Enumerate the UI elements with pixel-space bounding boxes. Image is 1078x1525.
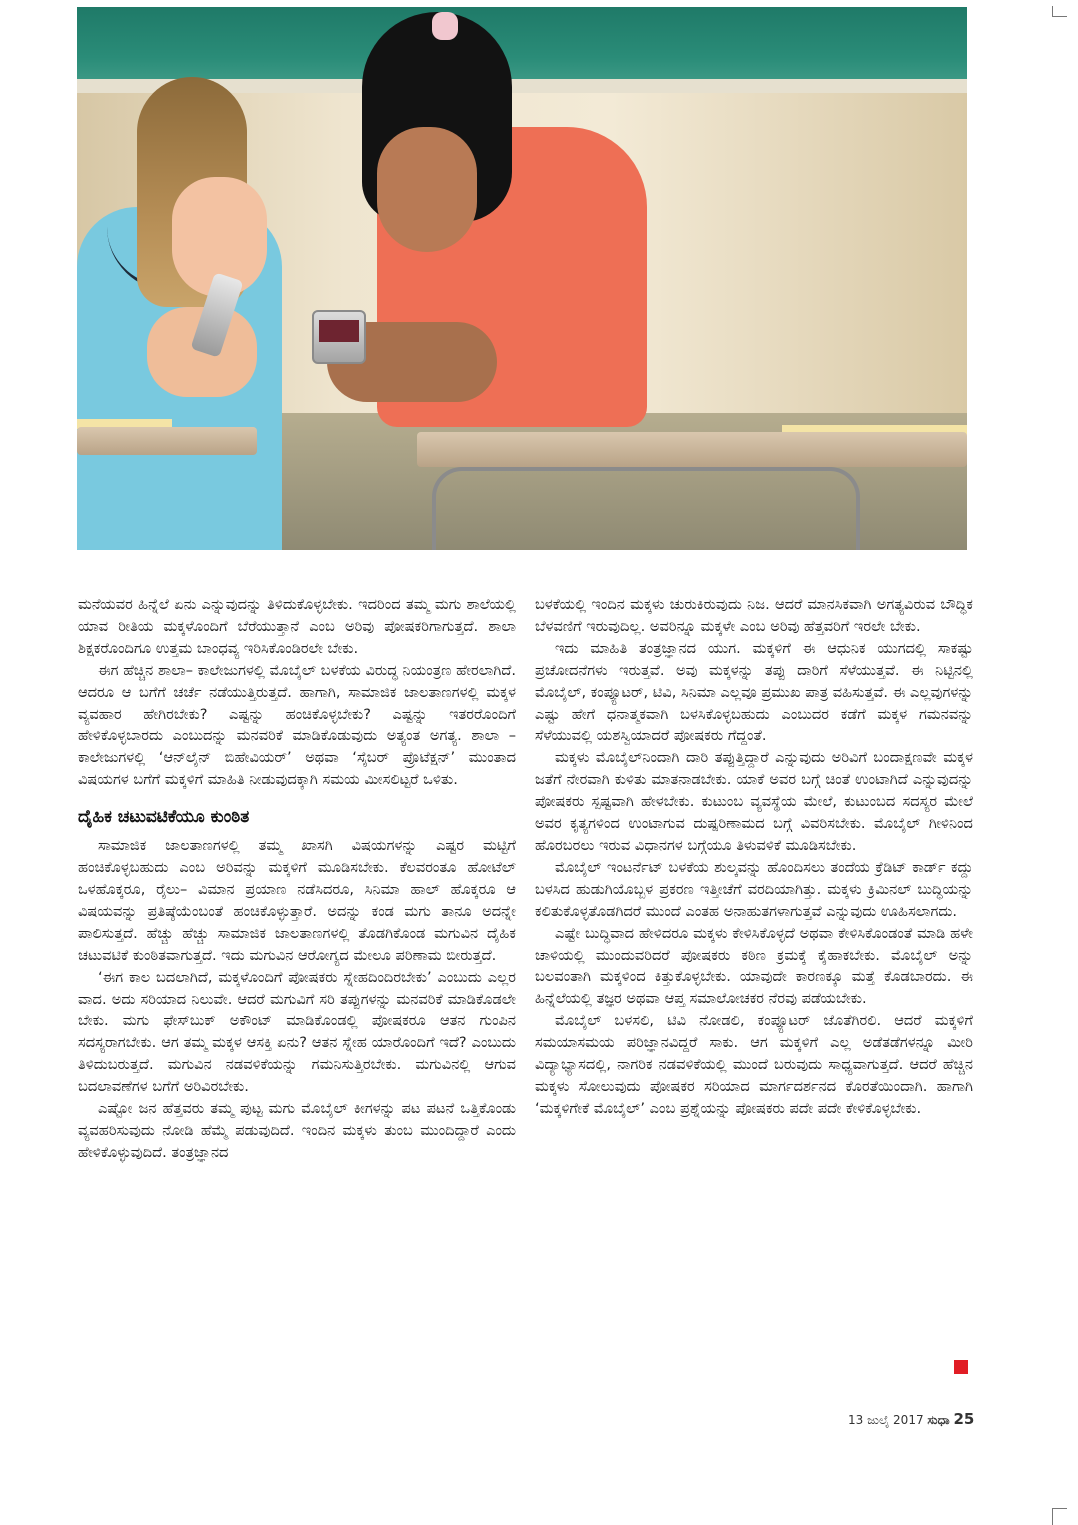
article-paragraph: ಇದು ಮಾಹಿತಿ ತಂತ್ರಜ್ಞಾನದ ಯುಗ. ಮಕ್ಕಳಿಗೆ ಈ ಆಧುನಿಕ ಯುಗದಲ್ಲಿ ಸಾಕಷ್ಟು ಪ್ರಚೋದನೆಗಳು ಇರುತ್ತವೆ. ಅವು ಮಕ್ಕಳನ್ನು ತಪ್ಪು ದಾರಿಗೆ ಸೆಳೆಯುತ್ತವೆ. ಈ ನಿಟ್ಟಿನಲ್ಲಿ ಮೊಬೈಲ್, ಕಂಪ್ಯೂಟರ್, ಟಿವಿ, ಸಿನಿಮಾ ಎಲ್ಲವೂ ಪ್ರಮುಖ ಪಾತ್ರ ವಹಿಸುತ್ತವೆ. ಈ ಎಲ್ಲವುಗಳನ್ನು ಎಷ್ಟು ಹೇಗೆ ಧನಾತ್ಮಕವಾಗಿ ಬಳಸಿಕೊಳ್ಳಬಹುದು ಎಂಬುದರ ಕಡೆಗೆ ಮಕ್ಕಳ ಗಮನವನ್ನು ಸೆಳೆಯುವಲ್ಲಿ ಯಶಸ್ವಿಯಾದರೆ ಪೋಷಕರು ಗೆದ್ದಂತೆ. xyxy=(535,639,974,745)
flip-phone-icon xyxy=(312,310,366,364)
page-footer xyxy=(848,1410,974,1428)
article-paragraph: ಎಷ್ಟೇ ಬುದ್ಧಿವಾದ ಹೇಳಿದರೂ ಮಕ್ಕಳು ಕೇಳಿಸಿಕೊಳ್ಳದೆ ಅಥವಾ ಕೇಳಿಸಿಕೊಂಡಂತೆ ಮಾಡಿ ಹಳೇ ಚಾಳಿಯಲ್ಲಿ ಮುಂದುವರಿದರೆ ಪೋಷಕರು ಕಠಿಣ ಕ್ರಮಕ್ಕೆ ಕೈಹಾಕಬೇಕು. ಮೊಬೈಲ್ ಅನ್ನು ಬಲವಂತಾಗಿ ಮಕ್ಕಳಿಂದ ಕಿತ್ತುಕೊಳ್ಳಬೇಕು. ಯಾವುದೇ ಕಾರಣಕ್ಕೂ ಮತ್ತೆ ಕೊಡಬಾರದು. ಈ ಹಿನ್ನೆಲೆಯಲ್ಲಿ ತಜ್ಞರ ಅಥವಾ ಆಪ್ತ ಸಮಾಲೋಚಕರ ನೆರವು ಪಡೆಯಬೇಕು. xyxy=(535,924,973,1008)
article-paragraph: ಬಳಕೆಯಲ್ಲಿ ಇಂದಿನ ಮಕ್ಕಳು ಚುರುಕಿರುವುದು ನಿಜ. ಆದರೆ ಮಾನಸಿಕವಾಗಿ ಅಗತ್ಯವಿರುವ ಬೌದ್ಧಿಕ ಬೆಳವಣಿಗೆ ಇರುವುದಿಲ್ಲ. ಅವರಿನ್ನೂ ಮಕ್ಕಳೇ ಎಂಬ ಅರಿವು ಹೆತ್ತವರಿಗೆ ಇರಲೇ ಬೇಕು. xyxy=(535,596,973,635)
article-paragraph: ಮನೆಯವರ ಹಿನ್ನೆಲೆ ಏನು ಎನ್ನುವುದನ್ನು ತಿಳಿದುಕೊಳ್ಳಬೇಕು. ಇದರಿಂದ ತಮ್ಮ ಮಗು ಶಾಲೆಯಲ್ಲಿ ಯಾವ ರೀತಿಯ ಮಕ್ಕಳೊಂದಿಗೆ ಬೆರೆಯುತ್ತಾನೆ ಎಂಬ ಅರಿವು ಪೋಷಕರಿಗಾಗುತ್ತದೆ. ಶಾಲಾ ಶಿಕ್ಷಕರೊಂದಿಗೂ ಉತ್ತಮ ಬಾಂಧವ್ಯ ಇರಿಸಿಕೊಂಡಿರಲೇ ಬೇಕು. xyxy=(78,596,516,657)
page-number: 25 xyxy=(953,1410,975,1428)
issue-date: 13 ಜುಲೈ 2017 xyxy=(848,1413,924,1427)
article-end-square-icon xyxy=(954,1360,968,1374)
girl-right-face xyxy=(377,127,477,252)
article-paragraph: ಮೊಬೈಲ್ ಇಂಟರ್ನೆಟ್ ಬಳಕೆಯ ಶುಲ್ಕವನ್ನು ಹೊಂದಿಸಲು ತಂದೆಯ ಕ್ರೆಡಿಟ್ ಕಾರ್ಡ್ ಕದ್ದು ಬಳಸಿದ ಹುಡುಗಿಯೊಬ್ಬಳ ಪ್ರಕರಣ ಇತ್ತೀಚೆಗೆ ವರದಿಯಾಗಿತ್ತು. ಮಕ್ಕಳು ಕ್ರಿಮಿನಲ್ ಬುದ್ಧಿಯನ್ನು ಕಲಿತುಕೊಳ್ಳತೊಡಗಿದರೆ ಮುಂದೆ ಎಂತಹ ಅನಾಹುತಗಳಾಗುತ್ತವೆ ಎನ್ನುವುದು ಊಹಿಸಲಾಗದು. xyxy=(535,858,973,920)
article-paragraph: ಮೊಬೈಲ್ ಬಳಸಲಿ, ಟಿವಿ ನೋಡಲಿ, ಕಂಪ್ಯೂಟರ್ ಜೊತೆಗಿರಲಿ. ಆದರೆ ಮಕ್ಕಳಿಗೆ ಸಮಯಾಸಮಯ ಪರಿಜ್ಞಾನವಿದ್ದರೆ ಸಾಕು. ಆಗ ಮಕ್ಕಳಿಗೆ ಎಲ್ಲ ಅಡೆತಡೆಗಳನ್ನೂ ಮೀರಿ ವಿದ್ಯಾಭ್ಯಾಸದಲ್ಲಿ, ನಾಗರಿಕ ನಡವಳಿಕೆಯಲ್ಲಿ ಮುಂದೆ ಬರುವುದು ಸಾಧ್ಯವಾಗುತ್ತದೆ. ಆದರೆ ಹೆಚ್ಚಿನ ಮಕ್ಕಳು ಸೋಲುವುದು ಪೋಷಕರ ಸರಿಯಾದ ಮಾರ್ಗದರ್ಶನದ ಕೊರತೆಯಿಂದಾಗಿ. ಹಾಗಾಗಿ ‘ಮಕ್ಕಳಿಗೇಕೆ ಮೊಬೈಲ್’ ಎಂಬ ಪ್ರಶ್ನೆಯನ್ನು ಪೋಷಕರು ಪದೇ ಪದೇ ಕೇಳಿಕೊಳ್ಳಬೇಕು. xyxy=(535,1012,973,1117)
crop-mark-top-right xyxy=(1052,6,1067,17)
article-paragraph: ಸಾಮಾಜಿಕ ಜಾಲತಾಣಗಳಲ್ಲಿ ತಮ್ಮ ಖಾಸಗಿ ವಿಷಯಗಳನ್ನು ಎಷ್ಟರ ಮಟ್ಟಿಗೆ ಹಂಚಿಕೊಳ್ಳಬಹುದು ಎಂಬ ಅರಿವನ್ನು ಮಕ್ಕಳಿಗೆ ಮೂಡಿಸಬೇಕು. ಕೆಲವರಂತೂ ಹೋಟೆಲ್ ಒಳಹೊಕ್ಕರೂ, ರೈಲು– ವಿಮಾನ ಪ್ರಯಾಣ ನಡೆಸಿದರೂ, ಸಿನಿಮಾ ಹಾಲ್ ಹೊಕ್ಕರೂ ಆ ವಿಷಯವನ್ನು ಪ್ರತಿಷ್ಠೆಯೆಂಬಂತೆ ಹಂಚಿಕೊಳ್ಳುತ್ತಾರೆ. ಅದನ್ನು ಕಂಡ ಮಗು ತಾನೂ ಅದನ್ನೇ ಪಾಲಿಸುತ್ತದೆ. ಹೆಚ್ಚು ಹೆಚ್ಚು ಸಾಮಾಜಿಕ ಜಾಲತಾಣಗಳಲ್ಲಿ ತೊಡಗಿಕೊಂಡ ಮಗುವಿನ ದೈಹಿಕ ಚಟುವಟಿಕೆ ಕುಂಠಿತವಾಗುತ್ತದೆ. ಇದು ಮಗುವಿನ ಆರೋಗ್ಯದ ಮೇಲೂ ಪರಿಣಾಮ ಬೀರುತ್ತದೆ. xyxy=(78,837,516,964)
desk-left xyxy=(77,427,257,455)
article-paragraph: ‘ಈಗ ಕಾಲ ಬದಲಾಗಿದೆ, ಮಕ್ಕಳೊಂದಿಗೆ ಪೋಷಕರು ಸ್ನೇಹದಿಂದಿರಬೇಕು’ ಎಂಬುದು ಎಲ್ಲರ ವಾದ. ಅದು ಸರಿಯಾದ ನಿಲುವೇ. ಆದರೆ ಮಗುವಿಗೆ ಸರಿ ತಪ್ಪುಗಳನ್ನು ಮನವರಿಕೆ ಮಾಡಿಕೊಡಲೇ ಬೇಕು. ಮಗು ಫೇಸ್‌ಬುಕ್ ಅಕೌಂಟ್ ಮಾಡಿಕೊಂಡಲ್ಲಿ ಪೋಷಕರೂ ಆತನ ಗುಂಪಿನ ಸದಸ್ಯರಾಗಬೇಕು. ಆಗ ತಮ್ಮ ಮಕ್ಕಳ ಆಸಕ್ತಿ ಏನು? ಆತನ ಸ್ನೇಹ ಯಾರೊಂದಿಗೆ ಇದೆ? ಎಂಬುದು ತಿಳಿದುಬರುತ್ತದೆ. ಮಗುವಿನ ನಡವಳಿಕೆಯನ್ನು ಗಮನಿಸುತ್ತಿರಬೇಕು. ಮಗುವಿನಲ್ಲಿ ಆಗುವ ಬದಲಾವಣೆಗಳ ಬಗೆಗೆ ಅರಿವಿರಬೇಕು. xyxy=(78,968,516,1096)
hair-tie xyxy=(432,12,458,40)
article-column-left xyxy=(78,594,516,1164)
article-column-right xyxy=(535,594,973,1120)
chalkboard xyxy=(77,7,967,79)
article-photo xyxy=(77,7,967,550)
desk-right xyxy=(417,432,967,467)
section-subheading: ದೈಹಿಕ ಚಟುವಟಿಕೆಯೂ ಕುಂಠಿತ xyxy=(78,807,250,828)
publication-name: ಸುಧಾ xyxy=(927,1413,950,1427)
article-paragraph: ಈಗ ಹೆಚ್ಚಿನ ಶಾಲಾ– ಕಾಲೇಜುಗಳಲ್ಲಿ ಮೊಬೈಲ್ ಬಳಕೆಯ ವಿರುದ್ಧ ನಿಯಂತ್ರಣ ಹೇರಲಾಗಿದೆ. ಆದರೂ ಆ ಬಗೆಗೆ ಚರ್ಚೆ ನಡೆಯುತ್ತಿರುತ್ತದೆ. ಹಾಗಾಗಿ, ಸಾಮಾಜಿಕ ಜಾಲತಾಣಗಳಲ್ಲಿ ಮಕ್ಕಳ ವ್ಯವಹಾರ ಹೇಗಿರಬೇಕು? ಎಷ್ಟನ್ನು ಹಂಚಿಕೊಳ್ಳಬೇಕು? ಎಷ್ಟನ್ನು ಇತರರೊಂದಿಗೆ ಹೇಳಿಕೊಳ್ಳಬಾರದು ಎಂಬುದನ್ನು ಮನವರಿಕೆ ಮಾಡಿಕೊಡುವುದು ಅತ್ಯಂತ ಅಗತ್ಯ. ಶಾಲಾ – ಕಾಲೇಜುಗಳಲ್ಲಿ ‘ಆನ್‌ಲೈನ್ ಬಿಹೇವಿಯರ್’ ಅಥವಾ ‘ಸೈಬರ್ ಪ್ರೊಟೆಕ್ಷನ್’ ಮುಂತಾದ ವಿಷಯಗಳ ಬಗೆಗೆ ಮಕ್ಕಳಿಗೆ ಮಾಹಿತಿ ನೀಡುವುದಕ್ಕಾಗಿ ಸಮಯ ಮೀಸಲಿಟ್ಟರೆ ಒಳಿತು. xyxy=(78,661,516,789)
crop-mark-bottom-right xyxy=(1052,1508,1067,1525)
chair-frame xyxy=(432,467,860,550)
article-paragraph: ಎಷ್ಟೋ ಜನ ಹೆತ್ತವರು ತಮ್ಮ ಪುಟ್ಟ ಮಗು ಮೊಬೈಲ್ ಕೀಗಳನ್ನು ಪಟ ಪಟನೆ ಒತ್ತಿಕೊಂಡು ವ್ಯವಹರಿಸುವುದು ನೋಡಿ ಹೆಮ್ಮೆ ಪಡುವುದಿದೆ. ಇಂದಿನ ಮಕ್ಕಳು ತುಂಬ ಮುಂದಿದ್ದಾರೆ ಎಂದು ಹೇಳಿಕೊಳ್ಳುವುದಿದೆ. ತಂತ್ರಜ್ಞಾನದ xyxy=(78,1100,516,1161)
article-paragraph: ಮಕ್ಕಳು ಮೊಬೈಲ್‌ನಿಂದಾಗಿ ದಾರಿ ತಪ್ಪುತ್ತಿದ್ದಾರೆ ಎನ್ನುವುದು ಅರಿವಿಗೆ ಬಂದಾಕ್ಷಣವೇ ಮಕ್ಕಳ ಜತೆಗೆ ನೇರವಾಗಿ ಕುಳಿತು ಮಾತನಾಡಬೇಕು. ಯಾಕೆ ಅವರ ಬಗ್ಗೆ ಚಿಂತೆ ಉಂಟಾಗಿದೆ ಎನ್ನುವುದನ್ನು ಪೋಷಕರು ಸ್ಪಷ್ಟವಾಗಿ ಹೇಳಬೇಕು. ಕುಟುಂಬ ವ್ಯವಸ್ಥೆಯ ಮೇಲೆ, ಕುಟುಂಬದ ಸದಸ್ಯರ ಮೇಲೆ ಅವರ ಕೃತ್ಯಗಳಿಂದ ಉಂಟಾಗುವ ದುಷ್ಪರಿಣಾಮದ ಬಗ್ಗೆ ವಿವರಿಸಬೇಕು. ಮೊಬೈಲ್ ಗೀಳಿನಿಂದ ಹೊರಬರಲು ಇರುವ ವಿಧಾನಗಳ ಬಗ್ಗೆಯೂ ತಿಳುವಳಿಕೆ ಮೂಡಿಸಬೇಕು. xyxy=(535,749,973,854)
